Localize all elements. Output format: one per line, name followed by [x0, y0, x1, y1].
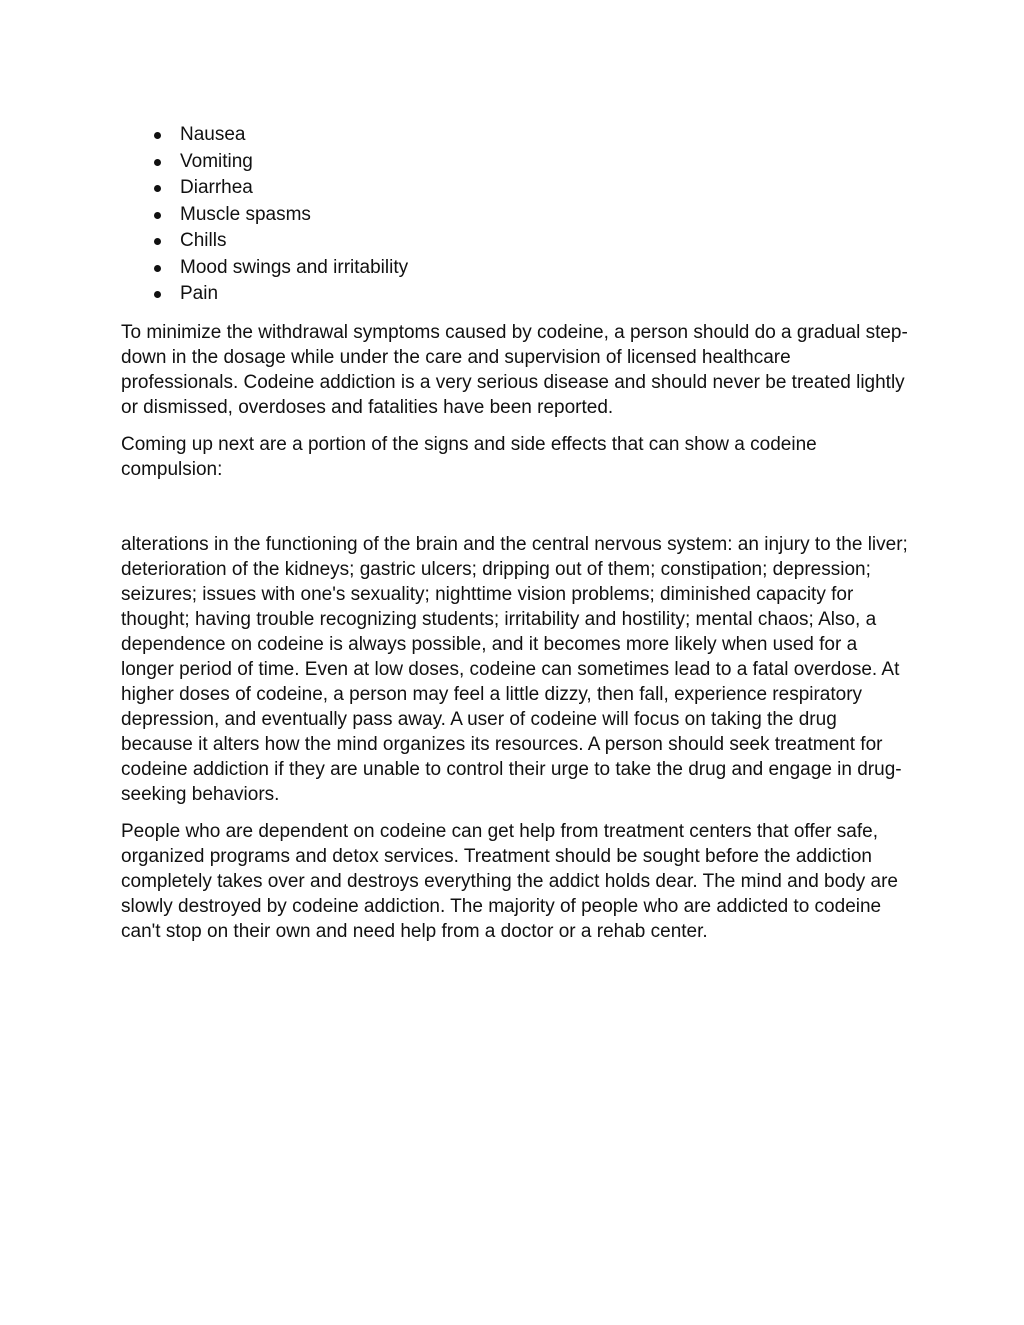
list-item: [121, 202, 911, 229]
list-item-text: Chills: [180, 230, 227, 251]
bullet-icon: [154, 132, 161, 139]
bullet-icon: [154, 185, 161, 192]
list-item-text: Nausea: [180, 124, 246, 145]
list-item-text: Diarrhea: [180, 177, 253, 198]
list-item: [121, 175, 911, 202]
bullet-icon: [154, 159, 161, 166]
list-item-text: Muscle spasms: [180, 203, 311, 225]
paragraph-effects: alterations in the functioning of the brain and the central nervous system: an injury to the liver; deterioration of the kidneys; gastric ulcers; dripping out of them; constipation; depression; seizures; issues with one's sexuality; nighttime vision problems; diminished capacity for thought; having trouble recognizing students; irritability and hostility; mental chaos; Also, a dependence on codeine is always possible, and it becomes more likely when used for a longer period of time. Even at low doses, codeine can sometimes lead to a fatal overdose. At higher doses of codeine, a person may feel a little dizzy, then fall, experience respiratory depression, and eventually pass away. A user of codeine will focus on taking the drug because it alters how the mind organizes its resources. A person should seek treatment for codeine addiction if they are unable to control their urge to take the drug and engage in drug-seeking behaviors.: [121, 533, 908, 805]
list-item-text: Pain: [180, 283, 219, 304]
list-item: [121, 122, 911, 149]
list-item-text: Mood swings and irritability: [180, 256, 409, 278]
list-item: [121, 149, 911, 176]
list-item: [121, 255, 911, 282]
document-body: [121, 122, 911, 956]
bullet-icon: [154, 265, 161, 272]
bullet-icon: [154, 238, 161, 245]
paragraph-withdrawal: To minimize the withdrawal symptoms caused by codeine, a person should do a gradual step-down in the dosage while under the care and supervision of licensed healthcare professionals. Codeine addiction is a very serious disease and should never be treated lightly or dismissed, overdoses and fatalities have been reported.: [121, 321, 908, 418]
paragraph-signs-intro: Coming up next are a portion of the signs and side effects that can show a codeine compulsion:: [121, 433, 817, 480]
bullet-icon: [154, 212, 161, 219]
symptom-list: [121, 122, 911, 308]
paragraph-treatment: People who are dependent on codeine can get help from treatment centers that offer safe, organized programs and detox services. Treatment should be sought before the addiction completely takes over and destroys everything the addict holds dear. The mind and body are slowly destroyed by codeine addiction. The majority of people who are addicted to codeine can't stop on their own and need help from a doctor or a rehab center.: [121, 820, 898, 942]
list-item-text: Vomiting: [180, 150, 253, 172]
blank-line: [121, 494, 911, 532]
bullet-icon: [154, 291, 161, 298]
list-item: [121, 228, 911, 255]
list-item: [121, 281, 911, 308]
